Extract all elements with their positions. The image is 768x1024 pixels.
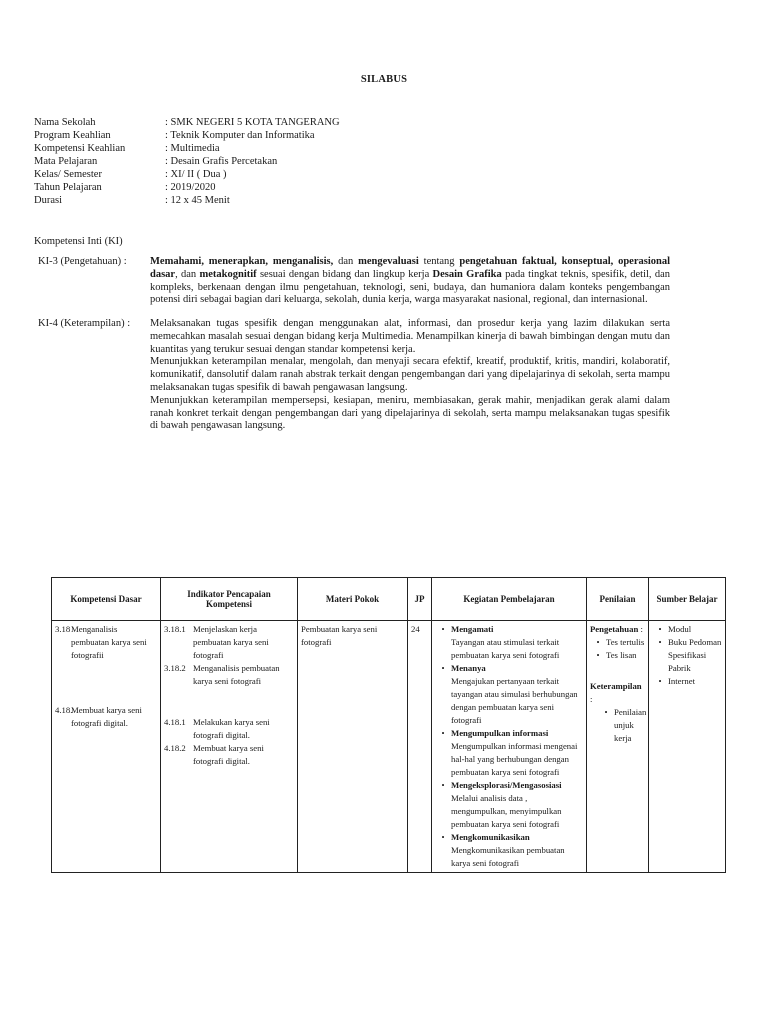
school-info-block [34, 116, 340, 207]
sumber-cell [649, 621, 726, 873]
info-label: Mata Pelajaran [34, 156, 98, 167]
header-penilaian: Penilaian [587, 578, 649, 621]
indicator-item [164, 623, 294, 662]
info-row [34, 142, 340, 155]
ki3-bold: mengevaluasi [358, 256, 419, 267]
info-value: : Multimedia [165, 143, 220, 154]
table-header-row [52, 578, 726, 621]
ki4-section [34, 318, 670, 433]
syllabus-table [51, 577, 726, 873]
indicator-text: Membuat karya seni fotografi digital. [193, 743, 264, 766]
ki4-paragraph: Menunjukkan keterampilan mempersepsi, kesiapan, meniru, membiasakan, gerak mahir, menjadikan gerak alami dalam ranah konkret terkait dengan pengembangan dari yang dipelajarinya di sekolah, serta mampu melaksanakan tugas spesifik di bawah pengawasan langsung. [150, 394, 670, 432]
bullet-icon: • [658, 637, 662, 647]
indicator-item [164, 742, 294, 768]
list-item [598, 706, 645, 745]
kd-cell [52, 621, 161, 873]
info-value: : 12 x 45 Menit [165, 195, 230, 206]
info-row [34, 181, 340, 194]
list-item [435, 662, 583, 675]
list-item [435, 623, 583, 636]
ki3-bold: metakognitif [199, 268, 257, 280]
header-kompetensi-dasar: Kompetensi Dasar [52, 578, 161, 621]
list-item [590, 636, 645, 649]
kd-item [55, 704, 157, 730]
assessment-heading-suffix: : [590, 694, 593, 704]
penilaian-cell [587, 621, 649, 873]
list-item [652, 623, 722, 636]
ki3-section [34, 256, 670, 307]
source-item: Internet [668, 676, 696, 686]
kd-item [55, 623, 157, 662]
ki3-text [150, 256, 670, 307]
kd-text: Membuat karya seni fotografi digital. [71, 705, 142, 728]
bullet-icon: • [441, 663, 445, 673]
ki3-label: KI-3 (Pengetahuan) : [38, 256, 127, 267]
table-row [52, 621, 726, 873]
bullet-icon: • [658, 676, 662, 686]
info-label: Kompetensi Keahlian [34, 143, 126, 154]
assessment-heading-skill [590, 680, 645, 706]
info-row [34, 168, 340, 181]
jp-cell: 24 [408, 621, 432, 873]
ki3-span: sesuai dengan bidang dan lingkup kerja [256, 268, 433, 280]
indicator-item [164, 716, 294, 742]
info-row [34, 129, 340, 142]
bullet-icon: • [441, 832, 445, 842]
activity-body: Mengumpulkan informasi mengenai hal-hal yang berhubungan dengan pembuatan karya seni fotografi [451, 741, 578, 777]
info-row [34, 194, 340, 207]
indicator-text: Menjelaskan kerja pembuatan karya seni fotografi [193, 624, 269, 660]
source-item: Buku Pedoman Spesifikasi Pabrik [668, 637, 722, 673]
source-item: Modul [668, 624, 692, 634]
assessment-list [590, 636, 645, 662]
list-item [435, 831, 583, 844]
activity-title: Mengeksplorasi/Mengasosiasi [451, 780, 562, 790]
assessment-item: Penilaian unjuk kerja [614, 707, 647, 743]
indicator-text: Menganalisis pembuatan karya seni fotografi [193, 663, 280, 686]
indicator-number: 3.18.2 [164, 663, 186, 673]
header-materi-pokok: Materi Pokok [298, 578, 408, 621]
bullet-icon: • [596, 650, 600, 660]
indicator-number: 3.18.1 [164, 624, 186, 634]
info-value: : Desain Grafis Percetakan [165, 156, 278, 167]
kd-number: 4.18. [55, 705, 73, 715]
info-value: : XI/ II ( Dua ) [165, 169, 227, 180]
header-indikator: Indikator Pencapaian Kompetensi [161, 578, 298, 621]
kd-text: Menganalisis pembuatan karya seni fotografii [71, 624, 147, 660]
list-item [435, 727, 583, 740]
assessment-item: Tes lisan [606, 650, 637, 660]
assessment-heading-text: Keterampilan [590, 681, 642, 691]
kegiatan-cell [432, 621, 587, 873]
info-value: : Teknik Komputer dan Informatika [165, 130, 315, 141]
info-label: Durasi [34, 195, 62, 206]
kd-number: 3.18 [55, 624, 71, 634]
activity-list [435, 623, 583, 870]
ki3-bold: Memahami, menerapkan, menganalisis, [150, 256, 334, 267]
info-row [34, 155, 340, 168]
bullet-icon: • [441, 728, 445, 738]
list-item [435, 779, 583, 792]
ki-heading: Kompetensi Inti (KI) [34, 236, 123, 247]
list-item [652, 636, 722, 675]
indicator-number: 4.18.2 [164, 743, 186, 753]
ki3-span: tentang [418, 256, 460, 267]
info-value: : SMK NEGERI 5 KOTA TANGERANG [165, 117, 340, 128]
assessment-heading-suffix: : [638, 624, 643, 634]
list-item [590, 649, 645, 662]
activity-title: Mengumpulkan informasi [451, 728, 549, 738]
activity-body: Melalui analisis data , mengumpulkan, menyimpulkan pembuatan karya seni fotografi [451, 793, 562, 829]
bullet-icon: • [604, 707, 608, 717]
assessment-heading-knowledge [590, 623, 645, 636]
assessment-list [590, 706, 645, 745]
ki3-bold: Desain Grafika [432, 268, 502, 280]
activity-title: Menanya [451, 663, 486, 673]
info-label: Kelas/ Semester [34, 169, 102, 180]
info-label: Nama Sekolah [34, 117, 96, 128]
header-kegiatan: Kegiatan Pembelajaran [432, 578, 587, 621]
document-title: SILABUS [360, 74, 408, 85]
ki4-label: KI-4 (Keterampilan) : [38, 318, 131, 329]
info-label: Program Keahlian [34, 130, 111, 141]
info-label: Tahun Pelajaran [34, 182, 102, 193]
activity-title: Mengkomunikasikan [451, 832, 530, 842]
ki3-span: pada tingkat teknis, spesifik, detil, dan kompleks, berkenaan dengan ilmu pengetahuan, teknologi, seni, budaya, dan humaniora dalam konteks pengembangan potensi diri sebagai bagian dari keluarga, sekolah, dunia kerja, warga masyarakat nasional, regional, dan internasional. [150, 268, 670, 306]
assessment-item: Tes tertulis [606, 637, 645, 647]
header-sumber-belajar: Sumber Belajar [649, 578, 726, 621]
ki3-span: dan [333, 256, 359, 267]
ki4-paragraph: Melaksanakan tugas spesifik dengan menggunakan alat, informasi, dan prosedur kerja yang lazim dilakukan serta memecahkan masalah sesuai dengan bidang kerja Multimedia. Menampilkan kinerja di bawah bimbingan dengan mutu dan kuantitas yang terukur sesuai dengan standar kompetensi kerja. [150, 318, 670, 355]
info-row [34, 116, 340, 129]
indicator-number: 4.18.1 [164, 717, 186, 727]
bullet-icon: • [596, 637, 600, 647]
bullet-icon: • [441, 624, 445, 634]
activity-title: Mengamati [451, 624, 494, 634]
assessment-heading-text: Pengetahuan [590, 624, 639, 634]
indicator-text: Melakukan karya seni fotografi digital. [193, 717, 270, 740]
indicator-item [164, 662, 294, 688]
ki3-bold: pengetahuan faktual, konseptual, operasional dasar [150, 256, 671, 280]
header-jp: JP [408, 578, 432, 621]
source-list [652, 623, 722, 688]
ki3-span: , dan [175, 268, 200, 280]
materi-cell: Pembuatan karya seni fotografi [298, 621, 408, 873]
info-value: : 2019/2020 [165, 182, 216, 193]
list-item [652, 675, 722, 688]
activity-body: Mengajukan pertanyaan terkait tayangan atau simulasi berhubungan dengan pembuatan karya seni fotografi [451, 676, 578, 725]
bullet-icon: • [441, 780, 445, 790]
bullet-icon: • [658, 624, 662, 634]
ki4-text [150, 318, 670, 433]
activity-body: Mengkomunikasikan pembuatan karya seni fotografi [451, 845, 565, 868]
activity-body: Tayangan atau stimulasi terkait pembuatan karya seni fotografi [451, 637, 560, 660]
ki4-paragraph: Menunjukkan keterampilan menalar, mengolah, dan menyaji secara efektif, kreatif, produktif, kritis, mandiri, kolaboratif, komunikatif, dansolutif dalam ranah abstrak terkait dengan pengembangan dari yang dipelajarinya di sekolah, serta mampu melaksanakan tugas spesifik di bawah pengawasan langsung. [150, 356, 670, 393]
indikator-cell [161, 621, 298, 873]
